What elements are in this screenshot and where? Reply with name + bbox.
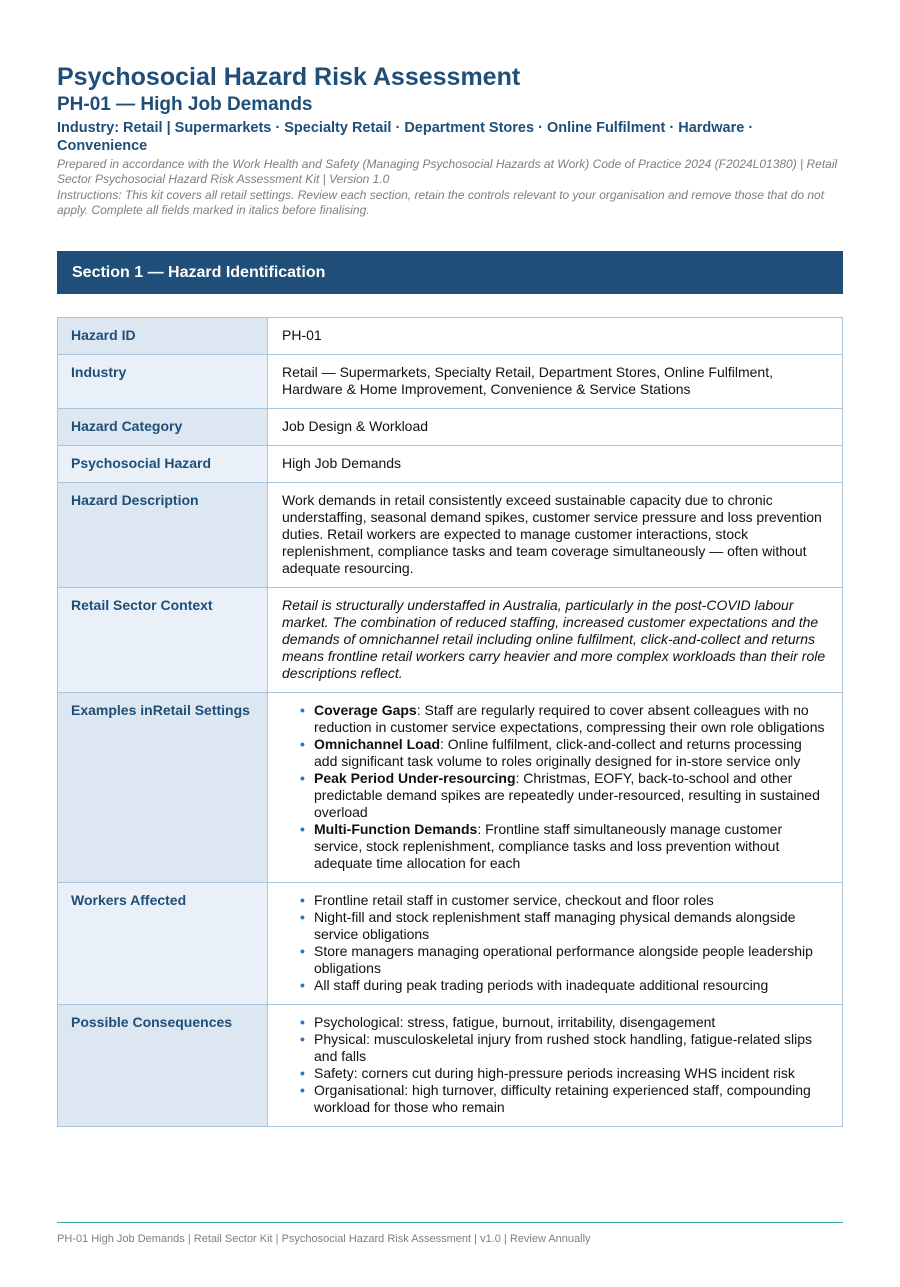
consequences-list: [282, 1014, 828, 1116]
row-value: [268, 883, 843, 1005]
row-value: Work demands in retail consistently exceed sustainable capacity due to chronic understaffing, seasonal demand spikes, customer service pressure and loss prevention duties. Retail workers are expected to manage customer interactions, stock replenishment, compliance tasks and team coverage simultaneously — often without adequate resourcing.: [268, 483, 843, 588]
example-term: Omnichannel Load: [314, 736, 441, 752]
workers-list: [282, 892, 828, 994]
document-header: [57, 62, 843, 218]
table-row: [58, 446, 843, 483]
row-label: Hazard Category: [58, 409, 268, 446]
row-label: Retail Sector Context: [58, 588, 268, 693]
list-item: • All staff during peak trading periods with inadequate additional resourcing: [282, 977, 828, 994]
example-text: : Christmas, EOFY, back-to-school and other predictable demand spikes are repeatedly under-resourced, resulting in sustained overload: [314, 770, 820, 820]
row-label: Hazard ID: [58, 318, 268, 355]
row-label: Industry: [58, 355, 268, 409]
list-item: • Safety: corners cut during high-pressure periods increasing WHS incident risk: [282, 1065, 828, 1082]
list-item: • Organisational: high turnover, difficulty retaining experienced staff, compounding workload for those who remain: [282, 1082, 828, 1116]
row-label: Possible Consequences: [58, 1005, 268, 1127]
table-row: [58, 409, 843, 446]
row-value: [268, 693, 843, 883]
table-row: [58, 355, 843, 409]
table-row: [58, 588, 843, 693]
example-term: Multi-Function Demands: [314, 821, 478, 837]
table-row: [58, 318, 843, 355]
example-term: Coverage Gaps: [314, 702, 417, 718]
row-value: [268, 1005, 843, 1127]
table-row: [58, 1005, 843, 1127]
list-item: • Psychological: stress, fatigue, burnout, irritability, disengagement: [282, 1014, 828, 1031]
hazard-identification-table: [57, 317, 843, 1127]
list-item: • Frontline retail staff in customer service, checkout and floor roles: [282, 892, 828, 909]
footer-divider: [57, 1222, 843, 1223]
example-text: : Staff are regularly required to cover absent colleagues with no reduction in customer service expectations, compressing their own role obligations: [314, 702, 825, 735]
list-item: • Night-fill and stock replenishment staff managing physical demands alongside service obligations: [282, 909, 828, 943]
prepared-note: Prepared in accordance with the Work Health and Safety (Managing Psychosocial Hazards at Work) Code of Practice 2024 (F2024L01380) | Retail Sector Psychosocial Hazard Risk Assessment Kit | Version 1.0: [57, 157, 838, 186]
row-value: PH-01: [268, 318, 843, 355]
row-value: Retail is structurally understaffed in Australia, particularly in the post-COVID labour market. The combination of reduced staffing, increased customer expectations and the demands of omnichannel retail including online fulfilment, click-and-collect and returns means frontline retail workers carry heavier and more complex workloads than their role descriptions reflect.: [268, 588, 843, 693]
table-row: [58, 693, 843, 883]
row-label: Psychosocial Hazard: [58, 446, 268, 483]
industry-line: Industry: Retail | Supermarkets · Specialty Retail · Department Stores · Online Fulfilment · Hardware · Convenience: [57, 120, 754, 154]
table-row: [58, 883, 843, 1005]
list-item: [282, 736, 828, 770]
list-item: [282, 821, 828, 872]
row-value: High Job Demands: [268, 446, 843, 483]
examples-list: [282, 702, 828, 872]
row-label: Workers Affected: [58, 883, 268, 1005]
page-footer: PH-01 High Job Demands | Retail Sector Kit | Psychosocial Hazard Risk Assessment | v1.0 | Review Annually: [57, 1233, 591, 1245]
list-item: • Physical: musculoskeletal injury from rushed stock handling, fatigue-related slips and falls: [282, 1031, 828, 1065]
row-label: Hazard Description: [58, 483, 268, 588]
table-row: [58, 483, 843, 588]
instructions-note: Instructions: This kit covers all retail settings. Review each section, retain the controls relevant to your organisation and remove those that do not apply. Complete all fields marked in italics before finalising.: [57, 188, 825, 217]
document-title: Psychosocial Hazard Risk Assessment: [57, 63, 521, 91]
section-heading: Section 1 — Hazard Identification: [57, 251, 843, 294]
list-item: [282, 702, 828, 736]
example-text: : Online fulfilment, click-and-collect and returns processing add significant task volume to roles originally designed for in-store service only: [314, 736, 802, 769]
example-text: : Frontline staff simultaneously manage customer service, stock replenishment, compliance tasks and loss prevention without adequate time allocation for each: [314, 821, 783, 871]
hazard-subtitle: PH-01 — High Job Demands: [57, 94, 313, 115]
list-item: [282, 770, 828, 821]
example-term: Peak Period Under-resourcing: [314, 770, 516, 786]
row-value: Job Design & Workload: [268, 409, 843, 446]
row-label: Examples inRetail Settings: [58, 693, 268, 883]
row-value: Retail — Supermarkets, Specialty Retail, Department Stores, Online Fulfilment, Hardware & Home Improvement, Convenience & Service Stations: [268, 355, 843, 409]
list-item: • Store managers managing operational performance alongside people leadership obligations: [282, 943, 828, 977]
